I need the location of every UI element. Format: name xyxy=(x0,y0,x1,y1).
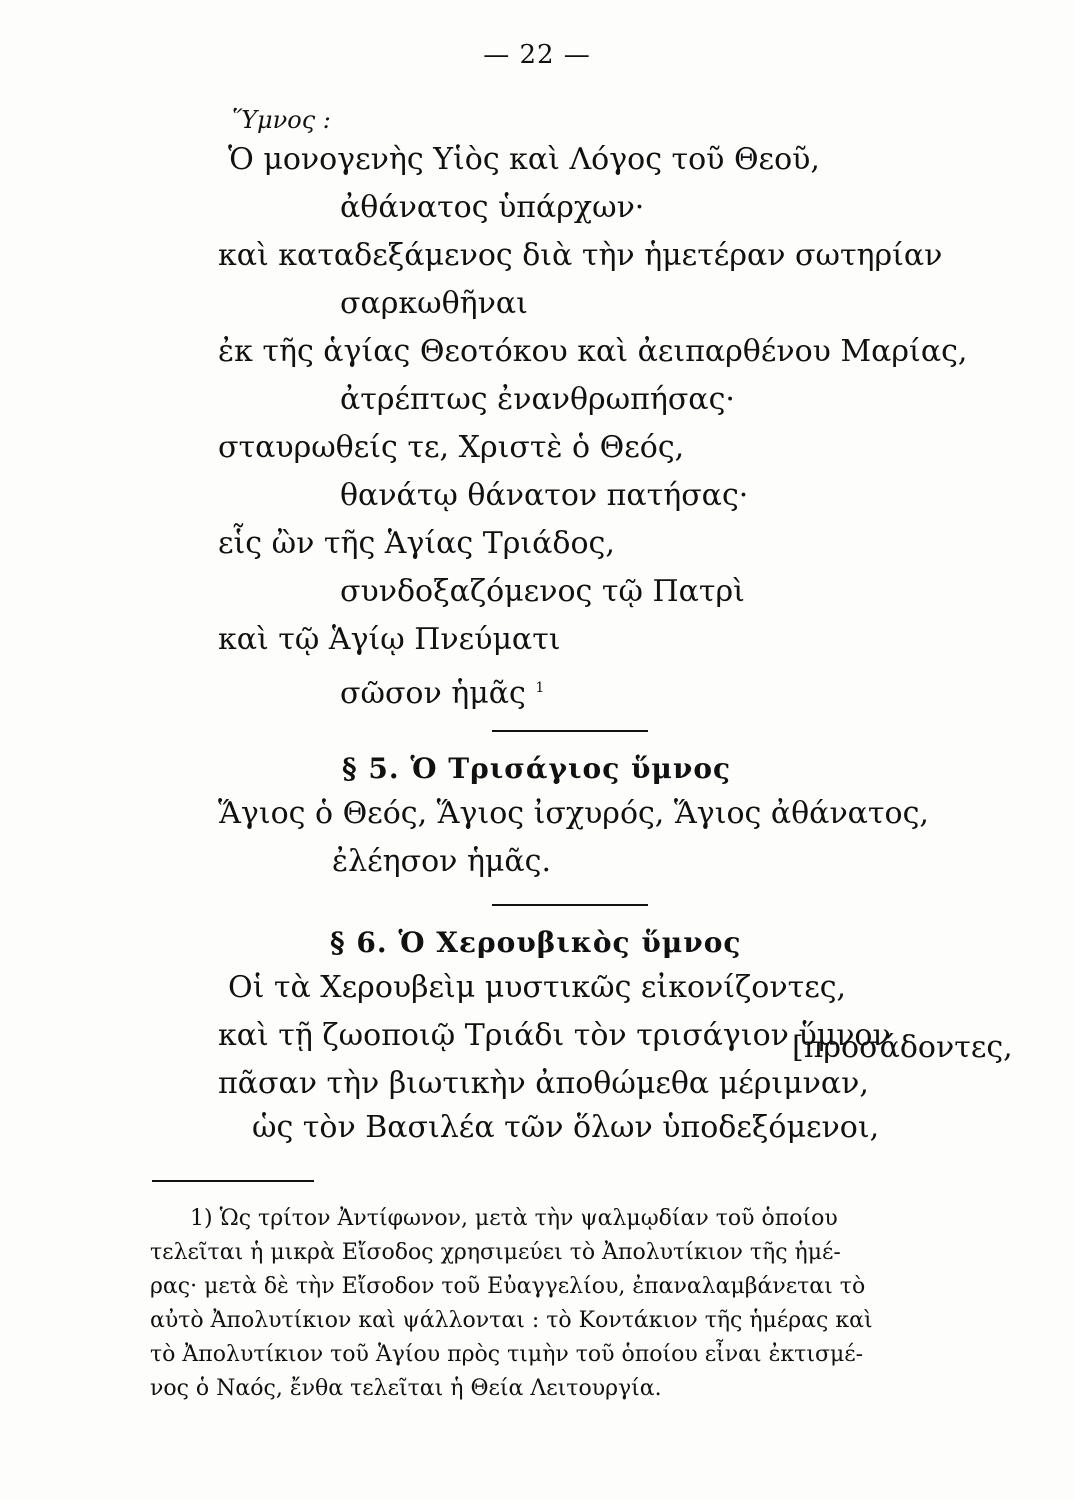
hymn-line: συνδοξαζόμενος τῷ Πατρὶ xyxy=(340,574,745,609)
footnote-line: αὐτὸ Ἀπολυτίκιον καὶ ψάλλονται : τὸ Κοντάκιον τῆς ἡμέρας καὶ xyxy=(150,1308,873,1333)
page-number: — 22 — xyxy=(483,40,591,70)
hymn-line: ἀθάνατος ὑπάρχων· xyxy=(340,190,645,225)
hymn-line: καὶ τῷ Ἁγίῳ Πνεύματι xyxy=(218,622,561,657)
footnote-line: τὸ Ἀπολυτίκιον τοῦ Ἁγίου πρὸς τιμὴν τοῦ ὁποίου εἶναι ἐκτισμέ- xyxy=(150,1342,864,1367)
hymn-label: Ὕμνος : xyxy=(232,106,331,134)
hymn-line: ἐκ τῆς ἁγίας Θεοτόκου καὶ ἀειπαρθένου Μαρίας, xyxy=(218,334,968,369)
section-6-line: ὡς τὸν Βασιλέα τῶν ὅλων ὑποδεξόμενοι, xyxy=(252,1110,880,1145)
footnote-line: νος ὁ Ναός, ἔνθα τελεῖται ἡ Θεία Λειτουργία. xyxy=(150,1376,662,1401)
footnote-marker: 1 xyxy=(535,680,545,696)
hymn-line: Ὁ μονογενὴς Υἱὸς καὶ Λόγος τοῦ Θεοῦ, xyxy=(228,142,820,177)
hymn-line: σταυρωθείς τε, Χριστὲ ὁ Θεός, xyxy=(218,430,685,465)
footnote-line: ρας· μετὰ δὲ τὴν Εἴσοδον τοῦ Εὐαγγελίου, ἐπαναλαμβάνεται τὸ xyxy=(150,1274,866,1299)
section-6-line: Οἱ τὰ Χερουβεὶμ μυστικῶς εἰκονίζοντες, xyxy=(228,970,847,1005)
section-6-title: § 6. Ὁ Χερουβικὸς ὕμνος xyxy=(330,926,742,959)
section-6-line: πᾶσαν τὴν βιωτικὴν ἀποθώμεθα μέριμναν, xyxy=(218,1066,869,1101)
hymn-line: σαρκωθῆναι xyxy=(340,286,528,321)
section-6-line: [προσάδοντες, xyxy=(792,1030,1013,1065)
footnote-rule xyxy=(152,1180,314,1182)
hymn-line: εἷς ὢν τῆς Ἁγίας Τριάδος, xyxy=(218,526,615,561)
hymn-line: ἀτρέπτως ἐνανθρωπήσας· xyxy=(340,382,735,417)
section-5-line: ἐλέησον ἡμᾶς. xyxy=(332,844,552,879)
section-6-line: καὶ τῇ ζωοποιῷ Τριάδι τὸν τρισάγιον ὕμνον xyxy=(218,1018,891,1053)
section-5-line: Ἅγιος ὁ Θεός, Ἅγιος ἰσχυρός, Ἅγιος ἀθάνατος, xyxy=(218,796,929,831)
hymn-line: καὶ καταδεξάμενος διὰ τὴν ἡμετέραν σωτηρίαν xyxy=(218,238,943,273)
footnote-line: τελεῖται ἡ μικρὰ Εἴσοδος χρησιμεύει τὸ Ἀπολυτίκιον τῆς ἡμέ- xyxy=(150,1240,841,1265)
hymn-line: θανάτῳ θάνατον πατήσας· xyxy=(340,478,749,513)
footnote-line: 1) Ὡς τρίτον Ἀντίφωνον, μετὰ τὴν ψαλμῳδίαν τοῦ ὁποίου xyxy=(190,1206,838,1231)
section-divider xyxy=(492,730,648,732)
hymn-line-text: σῶσον ἡμᾶς xyxy=(340,676,526,711)
hymn-line-last xyxy=(340,670,544,712)
section-divider xyxy=(492,904,648,906)
section-5-title: § 5. Ὁ Τρισάγιος ὕμνος xyxy=(342,752,732,785)
